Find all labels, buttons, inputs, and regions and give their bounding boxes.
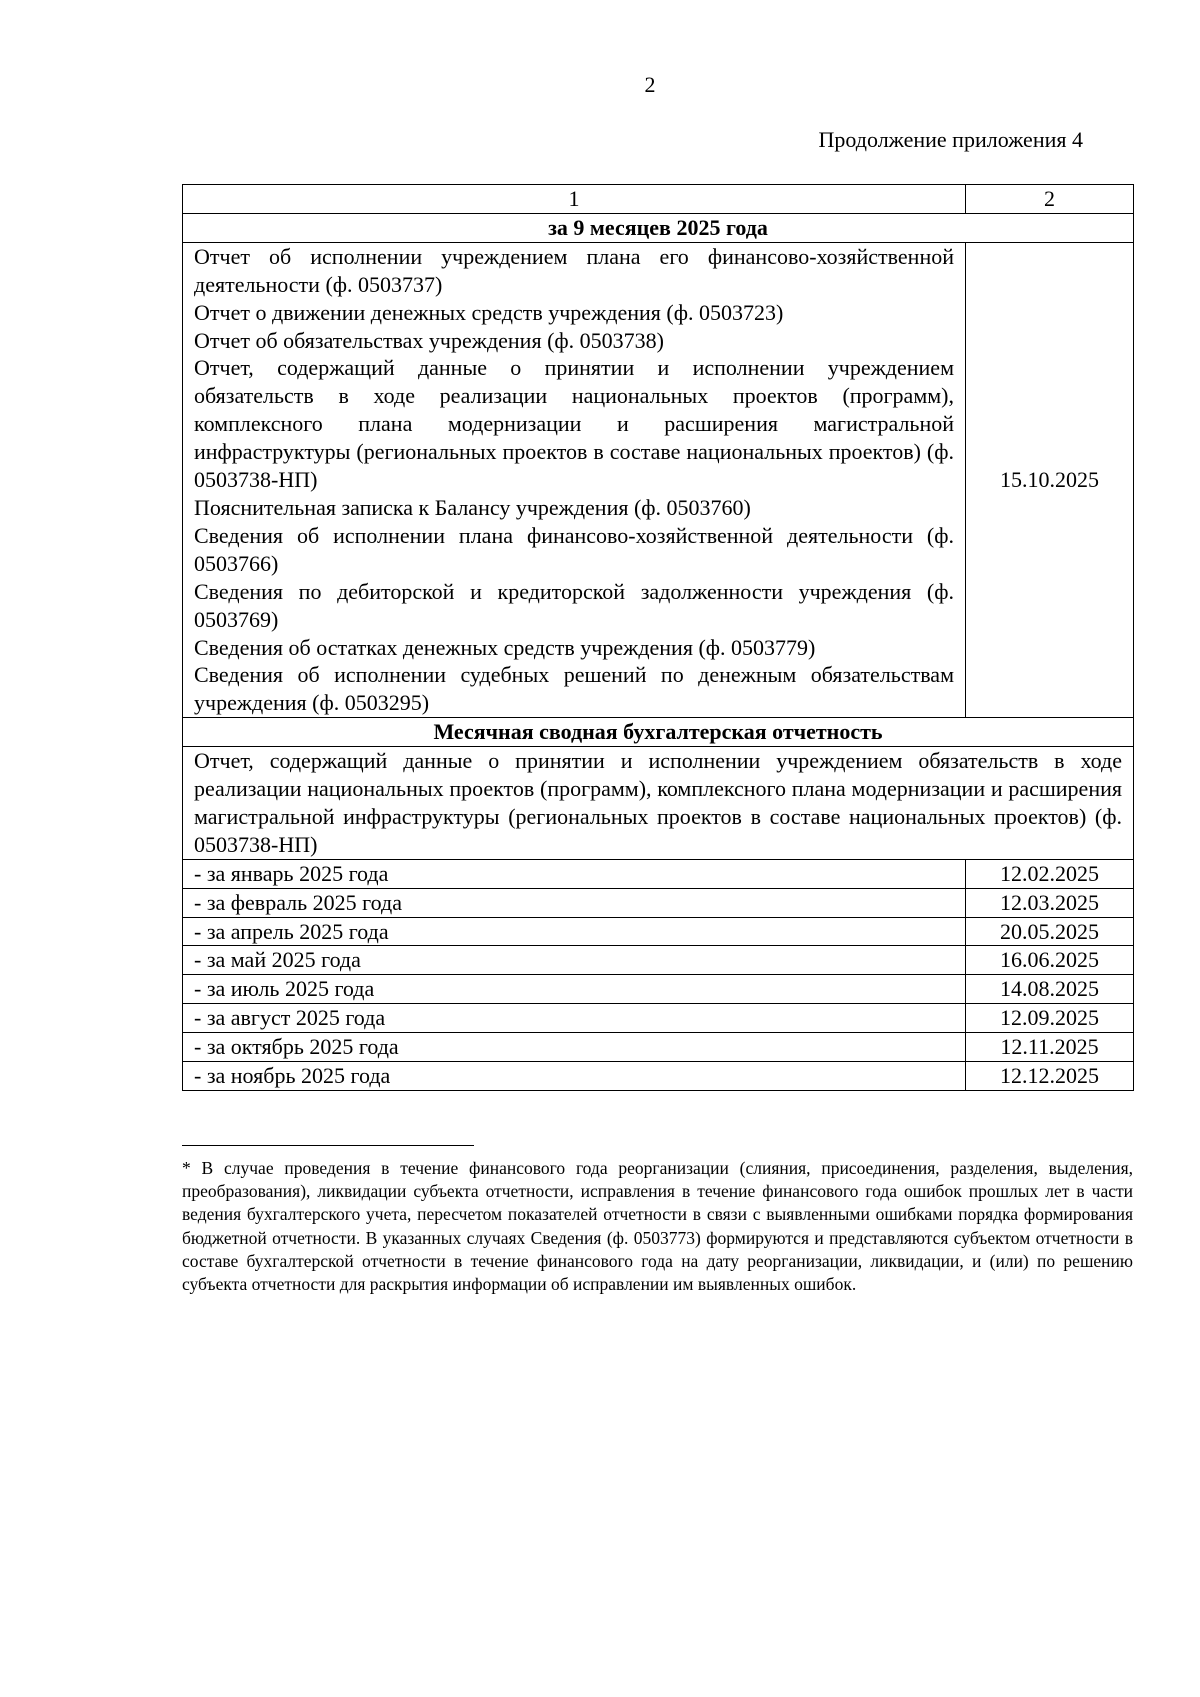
table-row xyxy=(183,242,1134,717)
description-text: Отчет, содержащий данные о принятии и исполнении учреждением обязательств в ходе реализации национальных проектов (программ), комплексного плана модернизации и расширения магистральной инфраструктуры (региональных проектов в составе национальных проектов) (ф. 0503738-НП) xyxy=(194,748,1122,857)
list-item: Сведения об остатках денежных средств учреждения (ф. 0503779) xyxy=(194,634,816,660)
period-cell: - за июль 2025 года xyxy=(183,975,966,1004)
footnote-text: * В случае проведения в течение финансового года реорганизации (слияния, присоединения, разделения, выделения, преобразования), ликвидации субъекта отчетности, исправления в течение финансового года ошибок прошлых лет в части ведения бухгалтерского учета, пересчетом показателей отчетности в связи с выявленными ошибками порядка формирования бюджетной отчетности. В указанных случаях Сведения (ф. 0503773) формируются и представляются субъектом отчетности в составе бухгалтерской отчетности в течение финансового года на дату реорганизации, ликвидации, и (или) по решению субъекта отчетности для раскрытия информации об исправлении им выявленных ошибок. xyxy=(182,1158,1133,1295)
footnote-divider xyxy=(182,1145,474,1146)
due-date-cell: 20.05.2025 xyxy=(966,917,1134,946)
report-forms-list xyxy=(183,242,966,717)
column-header-2: 2 xyxy=(966,185,1134,214)
table-row xyxy=(183,1033,1134,1062)
list-item: Сведения об исполнении плана финансово-хозяйственной деятельности (ф. 0503766) xyxy=(194,522,954,576)
section-header-row xyxy=(183,718,1134,747)
table-row xyxy=(183,946,1134,975)
due-date-cell: 12.02.2025 xyxy=(966,859,1134,888)
due-date-cell: 16.06.2025 xyxy=(966,946,1134,975)
period-cell: - за февраль 2025 года xyxy=(183,888,966,917)
due-date-cell: 14.08.2025 xyxy=(966,975,1134,1004)
due-date-cell: 12.11.2025 xyxy=(966,1033,1134,1062)
table-row xyxy=(183,975,1134,1004)
page-number: 2 xyxy=(644,72,656,97)
list-item: Пояснительная записка к Балансу учреждения (ф. 0503760) xyxy=(194,494,751,520)
section-title-9-months: за 9 месяцев 2025 года xyxy=(183,213,1134,242)
due-date-cell: 15.10.2025 xyxy=(966,242,1134,717)
list-item: Отчет, содержащий данные о принятии и исполнении учреждением обязательств в ходе реализации национальных проектов (программ), комплексного плана модернизации и расширения магистральной инфраструктуры (региональных проектов в составе национальных проектов) (ф. 0503738-НП) xyxy=(194,355,954,493)
section-header-row xyxy=(183,213,1134,242)
table-row xyxy=(183,888,1134,917)
appendix-continuation-label: Продолжение приложения 4 xyxy=(818,127,1083,152)
list-item: Отчет об исполнении учреждением плана его финансово-хозяйственной деятельности (ф. 0503737) xyxy=(194,243,954,297)
due-date-cell: 12.09.2025 xyxy=(966,1004,1134,1033)
period-cell: - за август 2025 года xyxy=(183,1004,966,1033)
list-item: Сведения об исполнении судебных решений по денежным обязательствам учреждения (ф. 0503295) xyxy=(194,662,954,716)
period-cell: - за апрель 2025 года xyxy=(183,917,966,946)
table-row xyxy=(183,1004,1134,1033)
period-cell: - за январь 2025 года xyxy=(183,859,966,888)
section-title-monthly: Месячная сводная бухгалтерская отчетность xyxy=(183,718,1134,747)
period-cell: - за октябрь 2025 года xyxy=(183,1033,966,1062)
due-date-cell: 12.12.2025 xyxy=(966,1062,1134,1091)
reporting-schedule-table xyxy=(182,184,1134,1091)
table-row xyxy=(183,859,1134,888)
list-item: Сведения по дебиторской и кредиторской задолженности учреждения (ф. 0503769) xyxy=(194,578,954,632)
due-date-cell: 12.03.2025 xyxy=(966,888,1134,917)
column-header-1: 1 xyxy=(183,185,966,214)
column-header-row xyxy=(183,185,1134,214)
period-cell: - за май 2025 года xyxy=(183,946,966,975)
monthly-report-description xyxy=(183,747,1134,860)
table-row xyxy=(183,747,1134,860)
list-item: Отчет об обязательствах учреждения (ф. 0503738) xyxy=(194,327,664,353)
table-row xyxy=(183,1062,1134,1091)
table-row xyxy=(183,917,1134,946)
list-item: Отчет о движении денежных средств учреждения (ф. 0503723) xyxy=(194,299,784,325)
period-cell: - за ноябрь 2025 года xyxy=(183,1062,966,1091)
